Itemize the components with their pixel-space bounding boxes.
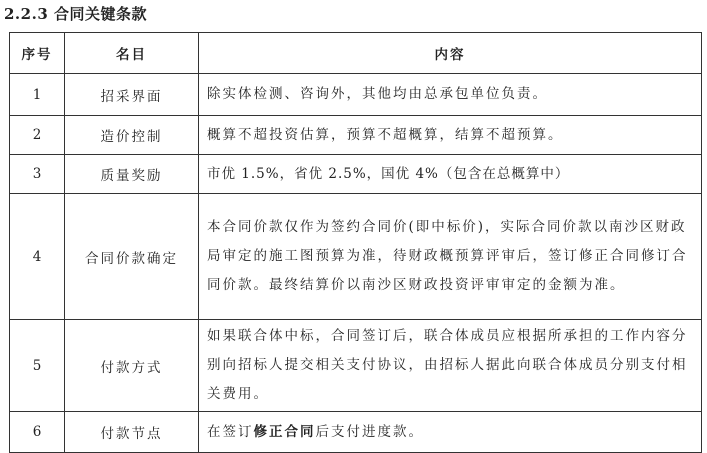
header-item: 名目 [65, 33, 199, 74]
row-no: 6 [10, 412, 65, 453]
table-header-row [10, 33, 702, 74]
highlighted-term: 修正合同 [253, 423, 316, 440]
row-content [199, 412, 702, 453]
row-item: 招采界面 [65, 74, 199, 116]
row-item: 质量奖励 [65, 155, 199, 194]
row-item: 付款节点 [65, 412, 199, 453]
header-content: 内容 [199, 33, 702, 74]
row-no: 4 [10, 194, 65, 320]
row-content: 除实体检测、咨询外，其他均由总承包单位负责。 [199, 74, 702, 116]
row-no: 5 [10, 320, 65, 412]
table-row [10, 412, 702, 453]
content-text: 后支付进度款。 [315, 423, 424, 440]
row-no: 3 [10, 155, 65, 194]
table-row [10, 155, 702, 194]
table-row [10, 320, 702, 412]
row-no: 2 [10, 116, 65, 155]
contract-terms-table [9, 32, 702, 453]
row-no: 1 [10, 74, 65, 116]
row-content: 如果联合体中标，合同签订后，联合体成员应根据所承担的工作内容分别向招标人提交相关支付协议，由招标人据此向联合体成员分别支付相关费用。 [199, 320, 702, 412]
row-content: 概算不超投资估算，预算不超概算，结算不超预算。 [199, 116, 702, 155]
row-content: 市优 1.5%，省优 2.5%，国优 4%（包含在总概算中） [199, 155, 702, 194]
table-row [10, 194, 702, 320]
table-row [10, 74, 702, 116]
content-text: 在签订 [207, 423, 254, 440]
table-row [10, 116, 702, 155]
row-item: 造价控制 [65, 116, 199, 155]
row-content: 本合同价款仅作为签约合同价(即中标价)，实际合同价款以南沙区财政局审定的施工图预算为准，待财政概预算评审后，签订修正合同修订合同价款。最终结算价以南沙区财政投资评审审定的金额为准。 [199, 194, 702, 320]
header-no: 序号 [10, 33, 65, 74]
row-item: 付款方式 [65, 320, 199, 412]
section-title: 2.2.3 合同关键条款 [4, 5, 147, 23]
row-item: 合同价款确定 [65, 194, 199, 320]
